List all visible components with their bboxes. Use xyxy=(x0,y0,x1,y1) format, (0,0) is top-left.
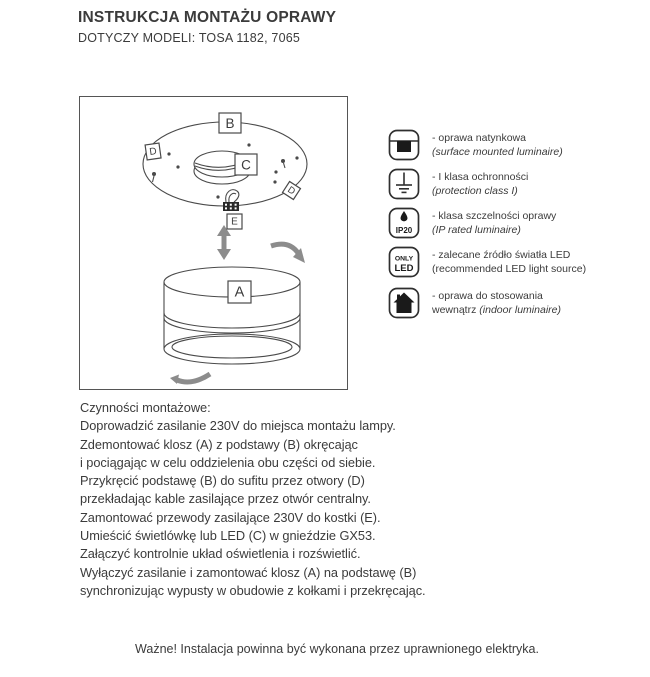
instruction-line: i pociągając w celu oddzielenia obu części od siebie. xyxy=(80,454,376,470)
page-title: INSTRUKCJA MONTAŻU OPRAWY xyxy=(78,9,337,26)
legend-label: - klasa szczelności oprawy (IP rated luminaire) xyxy=(432,210,557,236)
legend-row-led-source xyxy=(388,246,586,278)
instruction-line: przekładając kable zasilające przez otwór centralny. xyxy=(80,491,371,507)
mounting-instructions xyxy=(80,399,426,600)
legend-row-ip-rating xyxy=(388,207,556,239)
page-subtitle: DOTYCZY MODELI: TOSA 1182, 7065 xyxy=(78,31,301,45)
legend-label: - oprawa do stosowania wewnątrz (indoor luminaire) xyxy=(432,290,561,316)
surface-mounted-icon xyxy=(388,129,420,161)
legend-row-protection-class xyxy=(388,168,528,200)
instruction-line: synchronizując wypusty w obudowie z kołkami i przekręcając. xyxy=(80,582,426,598)
label-e xyxy=(227,214,242,229)
label-a xyxy=(228,281,251,303)
instruction-line: Doprowadzić zasilanie 230V do miejsca montażu lampy. xyxy=(80,418,396,434)
assembly-diagram-drawing xyxy=(80,97,347,389)
svg-text:D: D xyxy=(285,184,298,198)
svg-text:E: E xyxy=(231,216,238,228)
legend-row-indoor xyxy=(388,287,561,319)
ip20-drop-icon xyxy=(388,207,420,239)
instruction-line: Załączyć kontrolnie układ oświetlenia i rozświetlić. xyxy=(80,546,361,562)
legend-label: - I klasa ochronności (protection class I) xyxy=(432,171,529,197)
legend-label: - zalecane źródło światła LED (recommended LED light source) xyxy=(432,249,587,275)
instruction-line: Zamontować przewody zasilające 230V do kostki (E). xyxy=(80,509,381,525)
svg-text:B: B xyxy=(225,116,235,131)
svg-text:C: C xyxy=(241,157,251,173)
svg-text:IP20: IP20 xyxy=(395,226,413,235)
instruction-line: Wyłączyć zasilanie i zamontować klosz (A) na podstawę (B) xyxy=(80,564,417,580)
rotate-arrow-icon xyxy=(271,244,305,263)
ground-class1-icon xyxy=(388,168,420,200)
assembly-diagram xyxy=(79,96,348,390)
instruction-line: Przykręcić podstawę (B) do sufitu przez otwory (D) xyxy=(80,473,365,489)
legend-label: - oprawa natynkowa (surface mounted luminaire) xyxy=(432,132,563,158)
house-icon xyxy=(388,287,420,319)
double-arrow-icon xyxy=(217,225,231,260)
label-d-left xyxy=(145,143,161,160)
label-b xyxy=(219,113,241,133)
rotate-arrow-icon xyxy=(170,374,210,384)
label-c xyxy=(235,154,257,175)
svg-text:A: A xyxy=(234,284,245,301)
instructions-heading: Czynności montażowe: xyxy=(80,400,211,415)
page-header xyxy=(78,9,336,45)
svg-text:LED: LED xyxy=(394,263,414,274)
terminal-block xyxy=(223,202,239,211)
instruction-line: Zdemontować klosz (A) z podstawy (B) okręcając xyxy=(80,436,358,452)
legend-row-surface-mounted xyxy=(388,129,563,161)
svg-text:D: D xyxy=(148,146,158,158)
important-note: Ważne! Instalacja powinna być wykonana przez uprawnionego elektryka. xyxy=(135,642,539,656)
only-led-icon xyxy=(388,246,420,278)
instruction-line: Umieścić świetlówkę lub LED (C) w gnieździe GX53. xyxy=(80,528,376,544)
svg-text:ONLY: ONLY xyxy=(394,255,414,263)
